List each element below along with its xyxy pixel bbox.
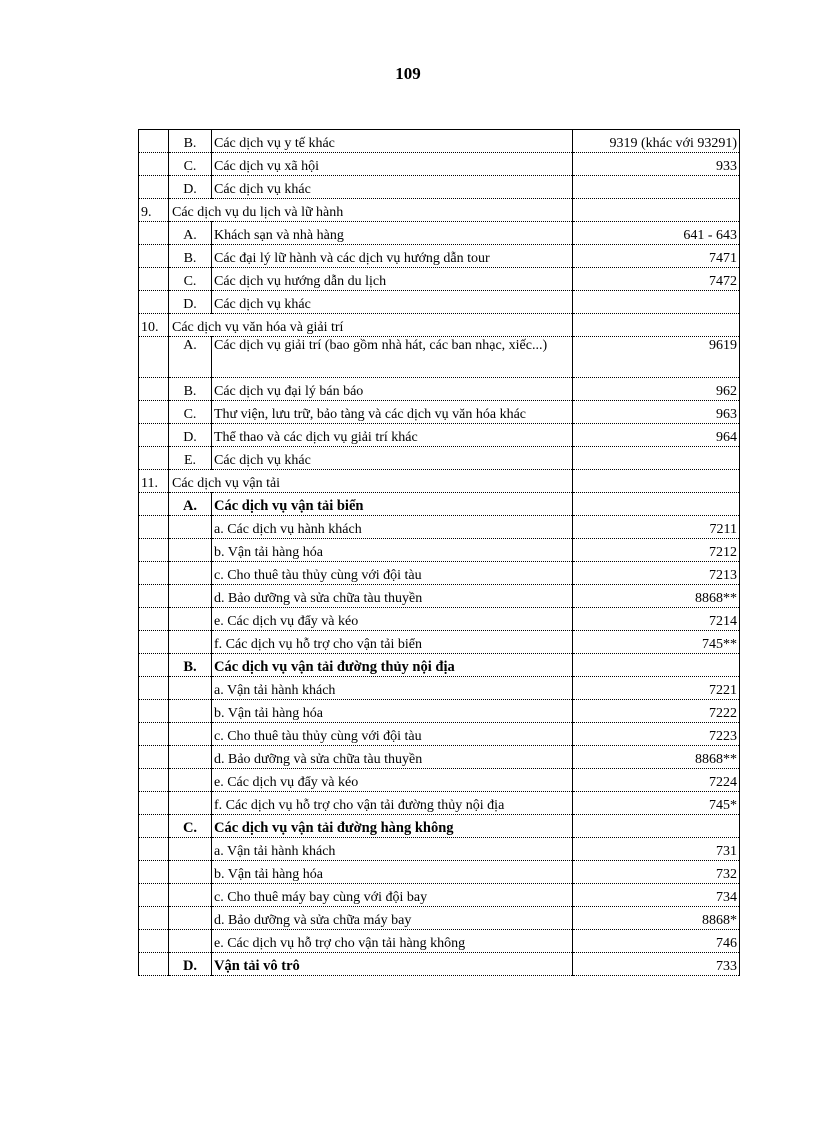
table-row: [139, 424, 740, 447]
table-row: [139, 153, 740, 176]
section-number-cell: [139, 838, 169, 861]
code-cell: 745*: [573, 792, 740, 815]
section-number-cell: [139, 907, 169, 930]
section-number-cell: [139, 424, 169, 447]
section-number-cell: [139, 516, 169, 539]
item-letter-cell: C.: [169, 268, 212, 291]
section-number-cell: [139, 769, 169, 792]
code-cell: 8868**: [573, 746, 740, 769]
description-cell: b. Vận tải hàng hóa: [212, 861, 573, 884]
table-row: [139, 838, 740, 861]
table-row: [139, 815, 740, 838]
section-number-cell: [139, 378, 169, 401]
code-cell: 7222: [573, 700, 740, 723]
description-cell: b. Vận tải hàng hóa: [212, 539, 573, 562]
item-letter-cell: D.: [169, 953, 212, 976]
section-number-cell: [139, 930, 169, 953]
description-cell: Khách sạn và nhà hàng: [212, 222, 573, 245]
section-number-cell: [139, 608, 169, 631]
section-title-cell: Các dịch vụ du lịch và lữ hành: [169, 199, 573, 222]
item-letter-cell: A.: [169, 222, 212, 245]
description-cell: Các dịch vụ vận tải đường hàng không: [212, 815, 573, 838]
item-letter-cell: A.: [169, 337, 212, 378]
section-number-cell: [139, 884, 169, 907]
description-cell: b. Vận tải hàng hóa: [212, 700, 573, 723]
code-cell: 7212: [573, 539, 740, 562]
description-cell: c. Cho thuê tàu thủy cùng với đội tàu: [212, 562, 573, 585]
section-number-cell: [139, 953, 169, 976]
code-cell: 7224: [573, 769, 740, 792]
section-number-cell: [139, 585, 169, 608]
item-letter-cell: A.: [169, 493, 212, 516]
description-cell: f. Các dịch vụ hỗ trợ cho vận tải biển: [212, 631, 573, 654]
description-cell: Các dịch vụ hướng dẫn du lịch: [212, 268, 573, 291]
section-number-cell: [139, 401, 169, 424]
table-row: [139, 314, 740, 337]
description-cell: e. Các dịch vụ đẩy và kéo: [212, 608, 573, 631]
code-cell: 7223: [573, 723, 740, 746]
code-cell: 7472: [573, 268, 740, 291]
item-letter-cell: B.: [169, 245, 212, 268]
description-cell: e. Các dịch vụ hỗ trợ cho vận tải hàng không: [212, 930, 573, 953]
item-letter-cell: C.: [169, 401, 212, 424]
description-cell: d. Bảo dưỡng và sửa chữa tàu thuyền: [212, 585, 573, 608]
table-row: [139, 268, 740, 291]
code-cell: 9319 (khác với 93291): [573, 130, 740, 153]
table-row: [139, 222, 740, 245]
section-number-cell: [139, 815, 169, 838]
description-cell: d. Bảo dưỡng và sửa chữa máy bay: [212, 907, 573, 930]
item-letter-cell: [169, 838, 212, 861]
code-cell: 962: [573, 378, 740, 401]
item-letter-cell: [169, 631, 212, 654]
table-row: [139, 884, 740, 907]
item-letter-cell: [169, 861, 212, 884]
table-row: [139, 516, 740, 539]
code-cell: [573, 199, 740, 222]
item-letter-cell: [169, 746, 212, 769]
table-row: [139, 861, 740, 884]
description-cell: a. Vận tải hành khách: [212, 677, 573, 700]
code-cell: 641 - 643: [573, 222, 740, 245]
description-cell: Các dịch vụ khác: [212, 447, 573, 470]
code-cell: [573, 654, 740, 677]
table-row: [139, 654, 740, 677]
code-cell: [573, 291, 740, 314]
description-cell: c. Cho thuê tàu thủy cùng với đội tàu: [212, 723, 573, 746]
item-letter-cell: B.: [169, 654, 212, 677]
code-cell: 7221: [573, 677, 740, 700]
item-letter-cell: [169, 723, 212, 746]
table-row: [139, 447, 740, 470]
item-letter-cell: D.: [169, 291, 212, 314]
table-row: [139, 470, 740, 493]
section-number-cell: [139, 677, 169, 700]
item-letter-cell: B.: [169, 130, 212, 153]
code-cell: 7211: [573, 516, 740, 539]
item-letter-cell: [169, 585, 212, 608]
description-cell: Các dịch vụ y tế khác: [212, 130, 573, 153]
page-number: 109: [395, 64, 421, 83]
description-cell: d. Bảo dưỡng và sửa chữa tàu thuyền: [212, 746, 573, 769]
table-row: [139, 245, 740, 268]
table-row: [139, 401, 740, 424]
table-row: [139, 337, 740, 378]
section-number-cell: [139, 792, 169, 815]
section-number-cell: [139, 861, 169, 884]
section-number-cell: [139, 654, 169, 677]
section-number-cell: [139, 337, 169, 378]
table-row: [139, 608, 740, 631]
section-number-cell: [139, 153, 169, 176]
section-number-cell: [139, 176, 169, 199]
section-number-cell: 11.: [139, 470, 169, 493]
section-number-cell: [139, 539, 169, 562]
description-cell: Các dịch vụ vận tải đường thủy nội địa: [212, 654, 573, 677]
table-row: [139, 585, 740, 608]
services-table-body: [139, 130, 740, 976]
section-number-cell: [139, 746, 169, 769]
description-cell: a. Vận tải hành khách: [212, 838, 573, 861]
code-cell: 7213: [573, 562, 740, 585]
code-cell: 7471: [573, 245, 740, 268]
description-cell: Các dịch vụ khác: [212, 291, 573, 314]
table-row: [139, 176, 740, 199]
section-number-cell: [139, 631, 169, 654]
table-row: [139, 769, 740, 792]
item-letter-cell: C.: [169, 153, 212, 176]
section-title-cell: Các dịch vụ vận tải: [169, 470, 573, 493]
item-letter-cell: B.: [169, 378, 212, 401]
section-number-cell: [139, 562, 169, 585]
code-cell: 964: [573, 424, 740, 447]
section-number-cell: [139, 130, 169, 153]
table-row: [139, 539, 740, 562]
description-cell: f. Các dịch vụ hỗ trợ cho vận tải đường thủy nội địa: [212, 792, 573, 815]
code-cell: 8868*: [573, 907, 740, 930]
item-letter-cell: [169, 608, 212, 631]
table-row: [139, 291, 740, 314]
table-row: [139, 631, 740, 654]
code-cell: 733: [573, 953, 740, 976]
code-cell: 8868**: [573, 585, 740, 608]
code-cell: [573, 815, 740, 838]
table-row: [139, 562, 740, 585]
code-cell: 732: [573, 861, 740, 884]
item-letter-cell: [169, 562, 212, 585]
description-cell: c. Cho thuê máy bay cùng với đội bay: [212, 884, 573, 907]
item-letter-cell: C.: [169, 815, 212, 838]
section-number-cell: [139, 447, 169, 470]
section-title-cell: Các dịch vụ văn hóa và giải trí: [169, 314, 573, 337]
table-row: [139, 792, 740, 815]
item-letter-cell: [169, 539, 212, 562]
table-row: [139, 130, 740, 153]
item-letter-cell: [169, 769, 212, 792]
section-number-cell: 9.: [139, 199, 169, 222]
description-cell: Vận tải vô trô: [212, 953, 573, 976]
description-cell: Thư viện, lưu trữ, bảo tàng và các dịch vụ văn hóa khác: [212, 401, 573, 424]
description-cell: Các dịch vụ giải trí (bao gồm nhà hát, các ban nhạc, xiếc...): [212, 337, 573, 378]
table-row: [139, 700, 740, 723]
table-row: [139, 378, 740, 401]
description-cell: Các dịch vụ đại lý bán báo: [212, 378, 573, 401]
item-letter-cell: [169, 677, 212, 700]
table-row: [139, 930, 740, 953]
services-table: [138, 129, 740, 976]
item-letter-cell: [169, 516, 212, 539]
section-number-cell: [139, 493, 169, 516]
section-number-cell: 10.: [139, 314, 169, 337]
table-row: [139, 907, 740, 930]
code-cell: 933: [573, 153, 740, 176]
code-cell: 7214: [573, 608, 740, 631]
code-cell: 731: [573, 838, 740, 861]
table-row: [139, 677, 740, 700]
description-cell: Thể thao và các dịch vụ giải trí khác: [212, 424, 573, 447]
code-cell: 963: [573, 401, 740, 424]
section-number-cell: [139, 268, 169, 291]
code-cell: [573, 470, 740, 493]
code-cell: 746: [573, 930, 740, 953]
table-row: [139, 746, 740, 769]
section-number-cell: [139, 723, 169, 746]
table-row: [139, 953, 740, 976]
item-letter-cell: [169, 884, 212, 907]
item-letter-cell: [169, 907, 212, 930]
code-cell: [573, 176, 740, 199]
code-cell: [573, 314, 740, 337]
description-cell: Các dịch vụ xã hội: [212, 153, 573, 176]
description-cell: Các đại lý lữ hành và các dịch vụ hướng dẫn tour: [212, 245, 573, 268]
description-cell: Các dịch vụ vận tải biển: [212, 493, 573, 516]
item-letter-cell: [169, 930, 212, 953]
item-letter-cell: D.: [169, 424, 212, 447]
item-letter-cell: [169, 792, 212, 815]
section-number-cell: [139, 700, 169, 723]
section-number-cell: [139, 222, 169, 245]
table-row: [139, 199, 740, 222]
table-row: [139, 723, 740, 746]
item-letter-cell: D.: [169, 176, 212, 199]
description-cell: Các dịch vụ khác: [212, 176, 573, 199]
code-cell: [573, 493, 740, 516]
table-row: [139, 493, 740, 516]
description-cell: e. Các dịch vụ đẩy và kéo: [212, 769, 573, 792]
code-cell: 734: [573, 884, 740, 907]
item-letter-cell: E.: [169, 447, 212, 470]
description-cell: a. Các dịch vụ hành khách: [212, 516, 573, 539]
code-cell: [573, 447, 740, 470]
code-cell: 9619: [573, 337, 740, 378]
section-number-cell: [139, 245, 169, 268]
item-letter-cell: [169, 700, 212, 723]
code-cell: 745**: [573, 631, 740, 654]
section-number-cell: [139, 291, 169, 314]
